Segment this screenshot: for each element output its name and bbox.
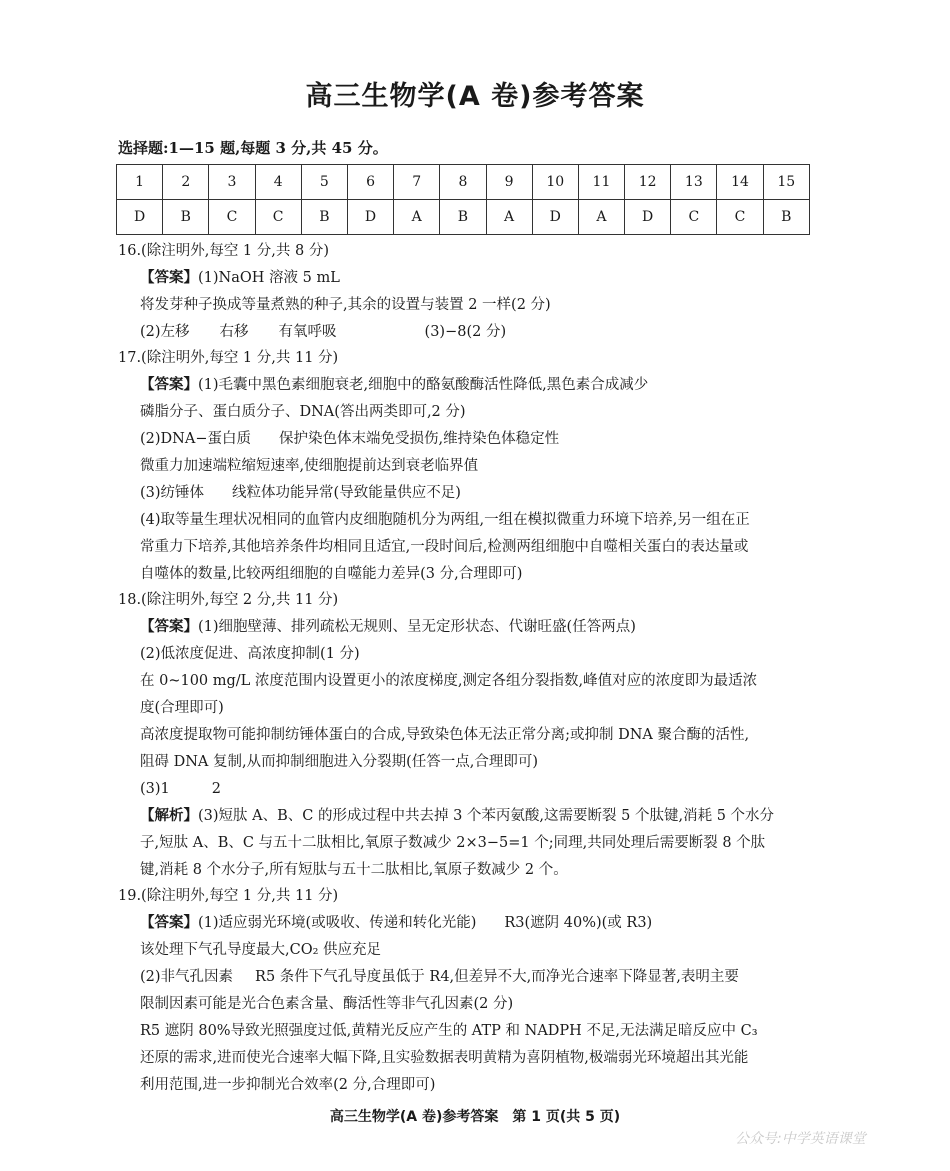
q17-a1: (1)毛囊中黑色素细胞衰老,细胞中的酪氨酸酶活性降低,黑色素合成减少	[198, 377, 649, 393]
q19-header: 19.(除注明外,每空 1 分,共 11 分)	[118, 888, 339, 904]
answer-cell: A	[394, 200, 440, 235]
answer-table-answer-row	[117, 200, 810, 235]
q16-a3c: 有氧呼吸	[278, 324, 337, 340]
q17-a5-line	[140, 483, 461, 503]
answer-cell: B	[763, 200, 809, 235]
q18-e1: (3)短肽 A、B、C 的形成过程中共去掉 3 个苯丙氨酸,这需要断裂 5 个肽键,消耗 5 个水分	[198, 808, 775, 824]
question-number-cell: 6	[347, 165, 393, 200]
answer-table	[116, 164, 810, 235]
q19-a5: R5 遮阴 80%导致光照强度过低,黄精光反应产生的 ATP 和 NADPH 不足,无法满足暗反应中 C₃	[140, 1023, 758, 1039]
analysis-tag: 【解析】	[140, 808, 198, 824]
q18-a5: 高浓度提取物可能抑制纺锤体蛋白的合成,导致染色体无法正常分离;或抑制 DNA 聚合酶的活性,	[140, 727, 750, 743]
question-number-cell: 12	[625, 165, 671, 200]
q18-a4: 度(合理即可)	[140, 700, 224, 716]
q18-header: 18.(除注明外,每空 2 分,共 11 分)	[118, 592, 339, 608]
question-number-cell: 1	[117, 165, 163, 200]
q18-analysis-line	[140, 806, 774, 826]
answer-cell: B	[301, 200, 347, 235]
answer-cell: C	[255, 200, 301, 235]
page-title: 高三生物学(A 卷)参考答案	[305, 81, 645, 112]
question-number-cell: 10	[532, 165, 578, 200]
answer-cell: D	[625, 200, 671, 235]
answer-tag: 【答案】	[140, 915, 198, 931]
q19-a3-line	[140, 967, 739, 987]
answer-cell: A	[486, 200, 532, 235]
q19-a1a: (1)适应弱光环境(或吸收、传递和转化光能)	[198, 915, 477, 931]
q18-a3: 在 0~100 mg/L 浓度范围内设置更小的浓度梯度,测定各组分裂指数,峰值对应的浓度即为最适浓	[140, 673, 758, 689]
question-number-cell: 14	[717, 165, 763, 200]
choice-section-intro: 选择题:1—15 题,每题 3 分,共 45 分。	[118, 139, 388, 157]
question-number-cell: 15	[763, 165, 809, 200]
q17-a7: 常重力下培养,其他培养条件均相同且适宜,一段时间后,检测两组细胞中自噬相关蛋白的表达量或	[140, 539, 749, 555]
answer-table-number-row	[117, 165, 810, 200]
q18-a6: 阻碍 DNA 复制,从而抑制细胞进入分裂期(任答一点,合理即可)	[140, 754, 539, 770]
q17-a5b: 线粒体功能异常(导致能量供应不足)	[232, 485, 461, 501]
answer-cell: A	[578, 200, 624, 235]
question-number-cell: 9	[486, 165, 532, 200]
q18-a7-line	[140, 779, 221, 799]
q17-answer-line	[140, 375, 648, 395]
question-number-cell: 4	[255, 165, 301, 200]
q19-a1b: R3(遮阴 40%)(或 R3)	[504, 915, 653, 931]
q17-a8: 自噬体的数量,比较两组细胞的自噬能力差异(3 分,合理即可)	[140, 566, 523, 582]
watermark: 公众号:中学英语课堂	[735, 1131, 866, 1147]
q18-a2: (2)低浓度促进、高浓度抑制(1 分)	[140, 646, 360, 662]
question-number-cell: 2	[163, 165, 209, 200]
q18-a7b: 2	[211, 781, 221, 797]
answer-cell: B	[163, 200, 209, 235]
q16-a3-line	[140, 322, 506, 342]
q17-a5a: (3)纺锤体	[140, 485, 205, 501]
answer-cell: C	[209, 200, 255, 235]
q16-header: 16.(除注明外,每空 1 分,共 8 分)	[118, 243, 329, 259]
question-number-cell: 13	[671, 165, 717, 200]
q17-a4: 微重力加速端粒缩短速率,使细胞提前达到衰老临界值	[140, 458, 479, 474]
page-footer: 高三生物学(A 卷)参考答案 第 1 页(共 5 页)	[329, 1109, 621, 1125]
q18-a1: (1)细胞壁薄、排列疏松无规则、呈无定形状态、代谢旺盛(任答两点)	[198, 619, 636, 635]
q16-a3d: (3)−8(2 分)	[424, 324, 507, 340]
q16-a3a: (2)左移	[140, 324, 190, 340]
q19-a4: 限制因素可能是光合色素含量、酶活性等非气孔因素(2 分)	[140, 996, 514, 1012]
answer-cell: B	[440, 200, 486, 235]
q16-answer-line	[140, 268, 340, 288]
question-number-cell: 3	[209, 165, 255, 200]
answer-cell: D	[532, 200, 578, 235]
q18-a7a: (3)1	[140, 781, 170, 797]
question-number-cell: 8	[440, 165, 486, 200]
answer-tag: 【答案】	[140, 270, 198, 286]
q19-a3a: (2)非气孔因素	[140, 969, 234, 985]
q18-e3: 键,消耗 8 个水分子,所有短肽与五十二肽相比,氧原子数减少 2 个。	[140, 862, 568, 878]
q17-a3a: (2)DNA−蛋白质	[140, 431, 251, 447]
question-number-cell: 5	[301, 165, 347, 200]
q16-a2: 将发芽种子换成等量煮熟的种子,其余的设置与装置 2 一样(2 分)	[140, 297, 551, 313]
q16-a3b: 右移	[219, 324, 249, 340]
q19-a3b: R5 条件下气孔导度虽低于 R4,但差异不大,而净光合速率下降显著,表明主要	[255, 969, 739, 985]
q17-a2: 磷脂分子、蛋白质分子、DNA(答出两类即可,2 分)	[140, 404, 466, 420]
q19-a7: 利用范围,进一步抑制光合效率(2 分,合理即可)	[140, 1077, 436, 1093]
q17-a6: (4)取等量生理状况相同的血管内皮细胞随机分为两组,一组在模拟微重力环境下培养,另一组在正	[140, 512, 750, 528]
q17-a3b: 保护染色体末端免受损伤,维持染色体稳定性	[278, 431, 560, 447]
answer-tag: 【答案】	[140, 619, 198, 635]
answer-cell: D	[347, 200, 393, 235]
q18-answer-line	[140, 617, 636, 637]
answer-cell: D	[117, 200, 163, 235]
q19-answer-line	[140, 913, 652, 933]
question-number-cell: 11	[578, 165, 624, 200]
q17-header: 17.(除注明外,每空 1 分,共 11 分)	[118, 350, 339, 366]
answer-cell: C	[671, 200, 717, 235]
q18-e2: 子,短肽 A、B、C 与五十二肽相比,氧原子数减少 2×3−5=1 个;同理,共同处理后需要断裂 8 个肽	[140, 835, 766, 851]
answer-cell: C	[717, 200, 763, 235]
answer-tag: 【答案】	[140, 377, 198, 393]
question-number-cell: 7	[394, 165, 440, 200]
q17-a3-line	[140, 429, 559, 449]
q19-a6: 还原的需求,进而使光合速率大幅下降,且实验数据表明黄精为喜阴植物,极端弱光环境超出其光能	[140, 1050, 749, 1066]
q16-a1: (1)NaOH 溶液 5 mL	[198, 270, 340, 286]
q19-a2: 该处理下气孔导度最大,CO₂ 供应充足	[140, 942, 382, 958]
